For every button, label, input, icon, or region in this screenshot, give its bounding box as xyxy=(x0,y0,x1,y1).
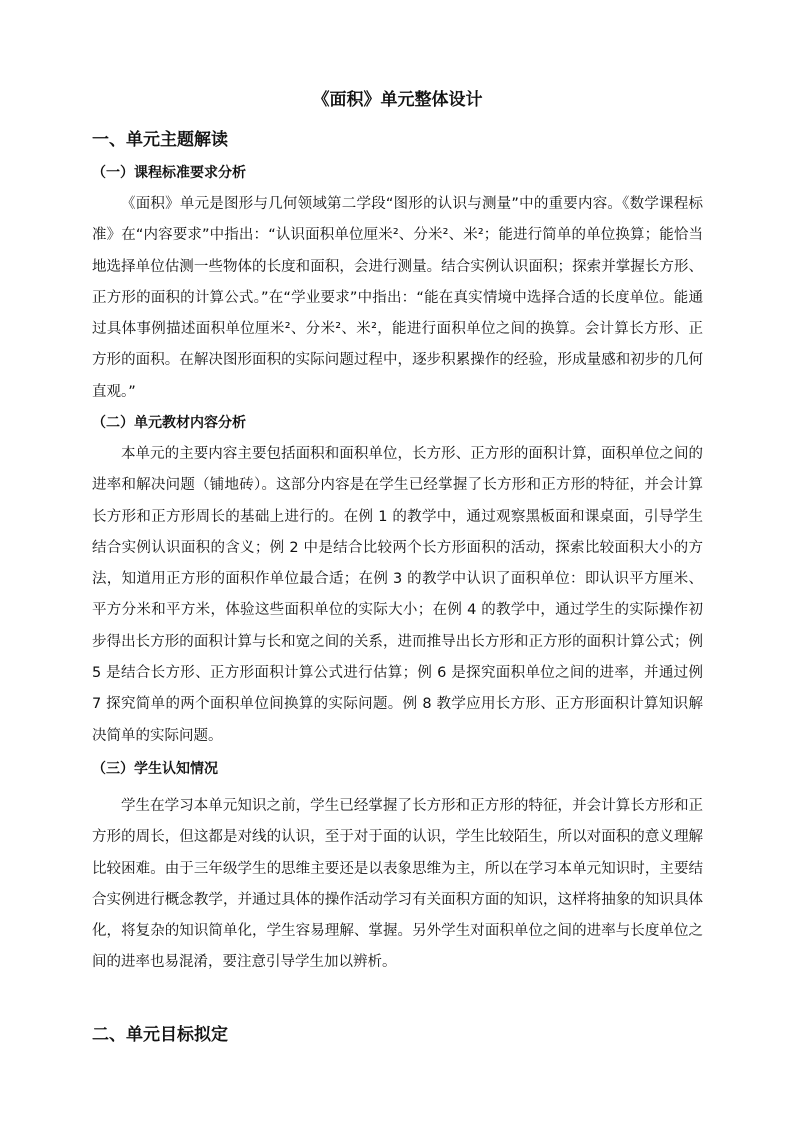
subsection-heading-curriculum: （一）课程标准要求分析 xyxy=(92,165,246,181)
subsection-heading-textbook: （二）单元教材内容分析 xyxy=(92,415,246,431)
paragraph-curriculum: 《面积》单元是图形与几何领域第二学段“图形的认识与测量”中的重要内容。《数学课程标准》在“内容要求”中指出：“认识面积单位厘米²、分米²、米²；能进行简单的单位换算；能恰当地选择单位估测一些物体的长度和面积，会进行测量。结合实例认识面积；探索并掌握长方形、正方形的面积的计算公式。”在“学业要求”中指出：“能在真实情境中选择合适的长度单位。能通过具体事例描述面积单位厘米²、分米²、米²，能进行面积单位之间的换算。会计算长方形、正方形的面积。在解决图形面积的实际问题过程中，逐步积累操作的经验，形成量感和初步的几何直观。” xyxy=(92,196,703,400)
paragraph-cognition: 学生在学习本单元知识之前，学生已经掌握了长方形和正方形的特征，并会计算长方形和正方形的周长，但这都是对线的认识，至于对于面的认识，学生比较陌生，所以对面积的意义理解比较困难。由于三年级学生的思维主要还是以表象思维为主，所以在学习本单元知识时，主要结合实例进行概念教学，并通过具体的操作活动学习有关面积方面的知识，这样将抽象的知识具体化，将复杂的知识简单化，学生容易理解、掌握。另外学生对面积单位之间的进率与长度单位之间的进率也易混淆，要注意引导学生加以辨析。 xyxy=(92,798,703,971)
subsection-heading-cognition: （三）学生认知情况 xyxy=(92,761,218,777)
section-heading-goals: 二、单元目标拟定 xyxy=(92,1025,228,1045)
section-heading-theme: 一、单元主题解读 xyxy=(92,130,228,150)
document-title: 《面积》单元整体设计 xyxy=(312,90,483,110)
paragraph-textbook: 本单元的主要内容主要包括面积和面积单位，长方形、正方形的面积计算，面积单位之间的进率和解决问题（铺地砖）。这部分内容是在学生已经掌握了长方形和正方形的特征，并会计算长方形和正方形周长的基础上进行的。在例 1 的教学中，通过观察黑板面和课桌面，引导学生结合实例认识面积的含义；例 2 中是结合比较两个长方形面积的活动，探索比较面积大小的方法，知道用正方形的面积作单位最合适；在例 3 的教学中认识了面积单位：即认识平方厘米、平方分米和平方米，体验这些面积单位的实际大小；在例 4 的教学中，通过学生的实际操作初步得出长方形的面积计算与长和宽之间的关系，进而推导出长方形和正方形的面积计算公式；例 5 是结合长方形、正方形面积计算公式进行估算；例 6 是探究面积单位之间的进率，并通过例 7 探究简单的两个面积单位间换算的实际问题。例 8 教学应用长方形、正方形面积计算知识解决简单的实际问题。 xyxy=(92,446,703,744)
